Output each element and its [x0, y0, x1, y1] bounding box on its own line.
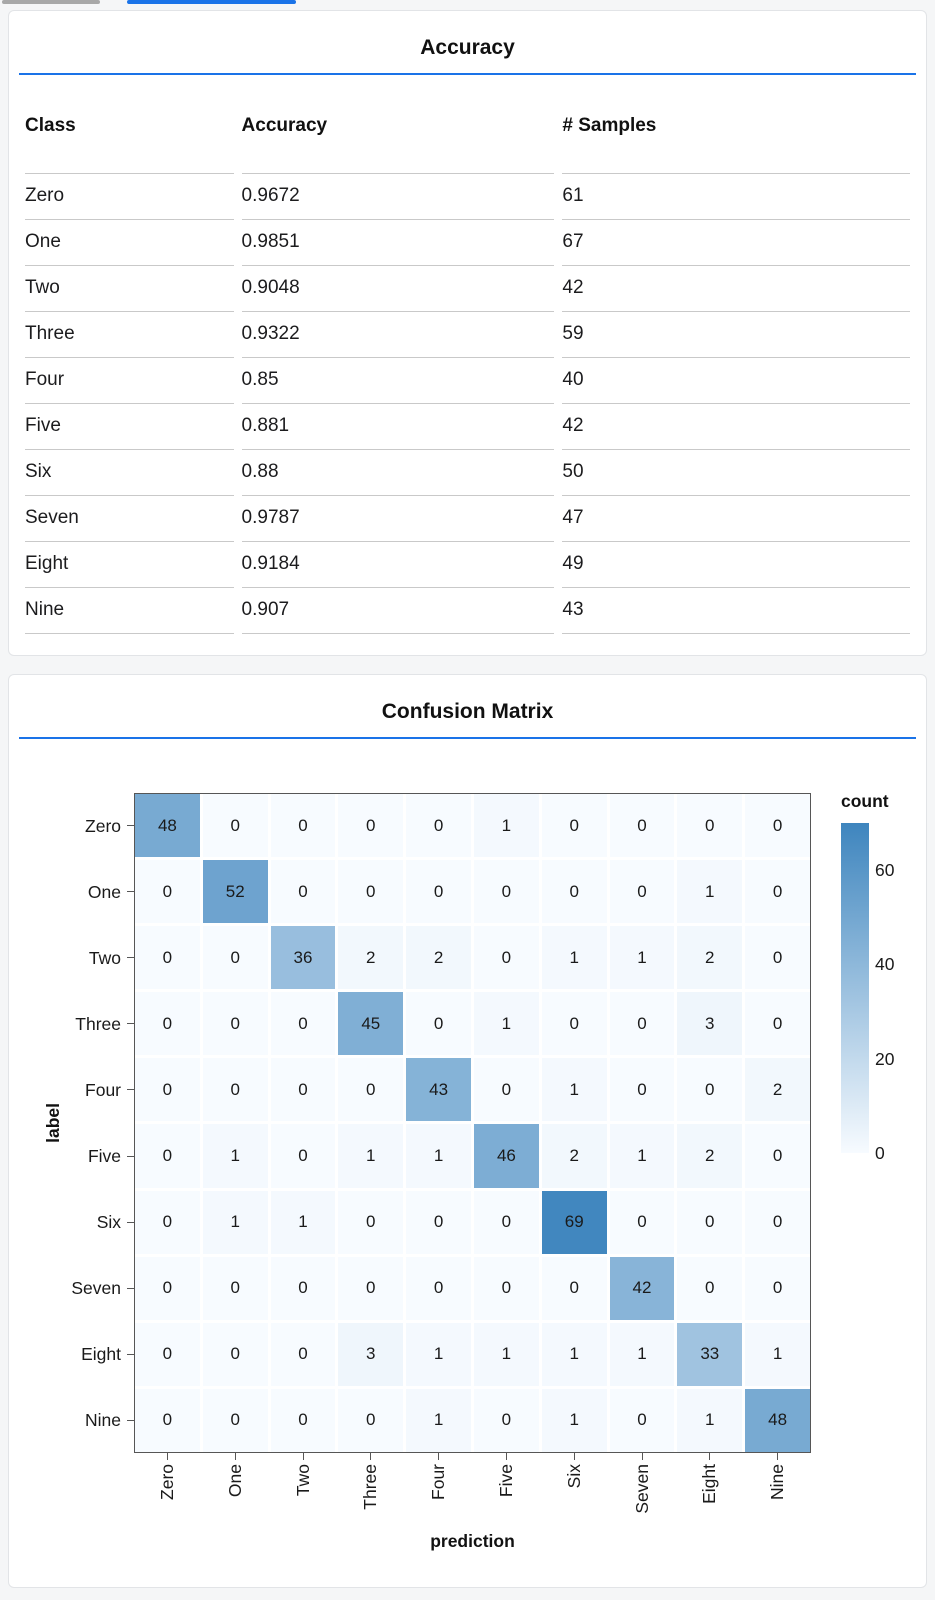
matrix-cell: 0 — [203, 1257, 268, 1320]
samples-cell: 59 — [562, 311, 910, 357]
matrix-cell: 0 — [135, 1323, 200, 1386]
matrix-cell: 36 — [271, 926, 336, 989]
matrix-cell: 0 — [474, 1257, 539, 1320]
matrix-cell: 1 — [338, 1124, 403, 1187]
matrix-cell: 0 — [542, 992, 607, 1055]
matrix-cell: 42 — [610, 1257, 675, 1320]
table-row — [25, 449, 910, 495]
matrix-cell: 0 — [203, 794, 268, 857]
x-axis-title: prediction — [430, 1531, 515, 1551]
y-axis-tick — [127, 1420, 134, 1421]
y-tick-label: One — [87, 881, 121, 902]
matrix-cell: 0 — [745, 794, 810, 857]
matrix-cell: 1 — [677, 1389, 742, 1452]
x-tick-label: Five — [495, 1464, 516, 1498]
x-tick-label: Two — [292, 1464, 313, 1497]
accuracy-cell: 0.85 — [242, 357, 555, 403]
matrix-cell: 1 — [677, 860, 742, 923]
samples-cell: 40 — [562, 357, 910, 403]
accuracy-card — [8, 10, 927, 656]
class-cell: Zero — [25, 173, 234, 219]
matrix-cell: 0 — [135, 1389, 200, 1452]
matrix-cell: 0 — [745, 860, 810, 923]
matrix-cell: 0 — [135, 992, 200, 1055]
samples-cell: 67 — [562, 219, 910, 265]
matrix-cell: 1 — [610, 1124, 675, 1187]
x-tick-label: Nine — [767, 1464, 788, 1500]
x-tick-label: Four — [428, 1464, 449, 1500]
matrix-cell: 3 — [338, 1323, 403, 1386]
matrix-cell: 0 — [203, 992, 268, 1055]
table-row — [25, 587, 910, 634]
samples-cell: 61 — [562, 173, 910, 219]
matrix-cell: 0 — [474, 860, 539, 923]
legend-tick-label: 20 — [875, 1048, 895, 1069]
matrix-cell: 1 — [203, 1191, 268, 1254]
table-row — [25, 495, 910, 541]
matrix-cell: 0 — [677, 1257, 742, 1320]
matrix-cell: 2 — [542, 1124, 607, 1187]
x-tick-label: Eight — [699, 1464, 720, 1504]
matrix-cell: 0 — [474, 1389, 539, 1452]
class-cell: One — [25, 219, 234, 265]
y-tick-label: Three — [75, 1013, 121, 1034]
x-axis-tick — [574, 1453, 575, 1460]
y-axis-tick — [127, 1156, 134, 1157]
matrix-cell: 0 — [677, 1191, 742, 1254]
x-tick-label: Seven — [631, 1464, 652, 1514]
matrix-cell: 0 — [745, 1191, 810, 1254]
matrix-cell: 0 — [338, 1058, 403, 1121]
samples-cell: 43 — [562, 587, 910, 634]
accuracy-cell: 0.9184 — [242, 541, 555, 587]
matrix-cell: 0 — [610, 794, 675, 857]
column-header-samples: # Samples — [562, 115, 657, 136]
accuracy-title-divider — [19, 73, 916, 75]
legend-title: count — [841, 791, 889, 811]
class-cell: Six — [25, 449, 234, 495]
y-axis-tick — [127, 1089, 134, 1090]
accuracy-cell: 0.9322 — [242, 311, 555, 357]
samples-cell: 42 — [562, 265, 910, 311]
confusion-title-divider — [19, 737, 916, 739]
x-tick-label: Three — [360, 1464, 381, 1510]
y-tick-label: Six — [96, 1212, 121, 1233]
matrix-cell: 0 — [610, 1191, 675, 1254]
y-tick-label: Two — [88, 947, 121, 968]
class-cell: Eight — [25, 541, 234, 587]
x-axis-tick — [167, 1453, 168, 1460]
x-axis-tick — [303, 1453, 304, 1460]
y-axis-tick — [127, 825, 134, 826]
matrix-cell: 2 — [745, 1058, 810, 1121]
matrix-cell: 0 — [745, 926, 810, 989]
matrix-cell: 2 — [677, 1124, 742, 1187]
y-axis-tick — [127, 1222, 134, 1223]
table-row — [25, 173, 910, 219]
matrix-cell: 1 — [542, 1389, 607, 1452]
matrix-cell: 0 — [338, 860, 403, 923]
matrix-cell: 3 — [677, 992, 742, 1055]
accuracy-cell: 0.9048 — [242, 265, 555, 311]
x-axis-tick — [642, 1453, 643, 1460]
matrix-cell: 0 — [271, 1124, 336, 1187]
matrix-cell: 0 — [677, 794, 742, 857]
matrix-cell: 1 — [406, 1323, 471, 1386]
samples-cell: 47 — [562, 495, 910, 541]
matrix-cell: 0 — [745, 992, 810, 1055]
legend-color-bar — [841, 823, 869, 1153]
matrix-cell: 0 — [135, 1124, 200, 1187]
matrix-cell: 0 — [271, 1389, 336, 1452]
y-tick-label: Eight — [81, 1344, 121, 1365]
accuracy-table — [17, 95, 918, 634]
matrix-cell: 0 — [542, 794, 607, 857]
y-tick-label: Four — [85, 1079, 121, 1100]
y-tick-label: Seven — [71, 1278, 121, 1299]
accuracy-cell: 0.9787 — [242, 495, 555, 541]
matrix-cell: 0 — [406, 992, 471, 1055]
matrix-cell: 0 — [406, 860, 471, 923]
matrix-cell: 0 — [271, 1058, 336, 1121]
matrix-cell: 69 — [542, 1191, 607, 1254]
y-axis-tick — [127, 1354, 134, 1355]
y-axis-tick — [127, 891, 134, 892]
matrix-cell: 0 — [338, 1257, 403, 1320]
matrix-cell: 0 — [542, 1257, 607, 1320]
matrix-cell: 1 — [271, 1191, 336, 1254]
matrix-cell: 0 — [271, 860, 336, 923]
matrix-cell: 0 — [271, 1257, 336, 1320]
matrix-cell: 1 — [542, 1058, 607, 1121]
x-axis-tick — [438, 1453, 439, 1460]
matrix-cell: 33 — [677, 1323, 742, 1386]
matrix-cell: 0 — [610, 1389, 675, 1452]
x-axis-tick — [506, 1453, 507, 1460]
matrix-cell: 0 — [745, 1257, 810, 1320]
matrix-cell: 1 — [610, 1323, 675, 1386]
matrix-cell: 1 — [203, 1124, 268, 1187]
matrix-cell: 0 — [135, 926, 200, 989]
matrix-cell: 0 — [203, 1058, 268, 1121]
y-tick-label: Zero — [85, 815, 121, 836]
y-tick-label: Nine — [85, 1410, 121, 1431]
matrix-cell: 0 — [203, 926, 268, 989]
confusion-matrix-heatmap — [134, 793, 811, 1453]
table-row — [25, 311, 910, 357]
x-tick-label: Zero — [156, 1464, 177, 1500]
matrix-cell: 0 — [203, 1389, 268, 1452]
matrix-cell: 0 — [610, 1058, 675, 1121]
accuracy-cell: 0.88 — [242, 449, 555, 495]
matrix-cell: 0 — [271, 992, 336, 1055]
matrix-cell: 0 — [406, 1191, 471, 1254]
matrix-cell: 48 — [745, 1389, 810, 1452]
samples-cell: 50 — [562, 449, 910, 495]
matrix-cell: 0 — [542, 860, 607, 923]
class-cell: Two — [25, 265, 234, 311]
tab-indicator-active[interactable] — [127, 0, 296, 4]
matrix-cell: 0 — [610, 992, 675, 1055]
matrix-cell: 46 — [474, 1124, 539, 1187]
matrix-cell: 0 — [474, 926, 539, 989]
matrix-cell: 52 — [203, 860, 268, 923]
matrix-cell: 1 — [542, 1323, 607, 1386]
accuracy-table-header-row — [25, 95, 910, 173]
matrix-cell: 0 — [135, 1058, 200, 1121]
column-header-class: Class — [25, 115, 76, 136]
y-axis-tick — [127, 957, 134, 958]
matrix-cell: 0 — [271, 1323, 336, 1386]
matrix-cell: 1 — [474, 992, 539, 1055]
x-tick-label: One — [224, 1464, 245, 1498]
matrix-cell: 0 — [271, 794, 336, 857]
accuracy-cell: 0.9851 — [242, 219, 555, 265]
x-axis-tick — [709, 1453, 710, 1460]
matrix-cell: 1 — [474, 794, 539, 857]
matrix-cell: 1 — [610, 926, 675, 989]
confusion-matrix-card — [8, 674, 927, 1588]
table-row — [25, 265, 910, 311]
table-row — [25, 219, 910, 265]
x-axis-tick — [235, 1453, 236, 1460]
accuracy-cell: 0.881 — [242, 403, 555, 449]
matrix-cell: 0 — [135, 1257, 200, 1320]
matrix-cell: 0 — [135, 1191, 200, 1254]
table-row — [25, 541, 910, 587]
matrix-cell: 1 — [474, 1323, 539, 1386]
legend-tick-label: 40 — [875, 954, 895, 975]
accuracy-cell: 0.9672 — [242, 173, 555, 219]
matrix-cell: 48 — [135, 794, 200, 857]
matrix-cell: 0 — [677, 1058, 742, 1121]
matrix-cell: 0 — [338, 1191, 403, 1254]
matrix-cell: 1 — [406, 1389, 471, 1452]
tab-indicator-inactive[interactable] — [2, 0, 100, 4]
legend-tick-label: 0 — [875, 1143, 885, 1163]
samples-cell: 42 — [562, 403, 910, 449]
matrix-cell: 45 — [338, 992, 403, 1055]
accuracy-cell: 0.907 — [242, 587, 555, 634]
matrix-cell: 1 — [542, 926, 607, 989]
class-cell: Seven — [25, 495, 234, 541]
matrix-cell: 0 — [406, 794, 471, 857]
matrix-cell: 0 — [745, 1124, 810, 1187]
class-cell: Five — [25, 403, 234, 449]
matrix-cell: 0 — [474, 1191, 539, 1254]
matrix-cell: 0 — [406, 1257, 471, 1320]
samples-cell: 49 — [562, 541, 910, 587]
matrix-cell: 0 — [338, 1389, 403, 1452]
class-cell: Four — [25, 357, 234, 403]
table-row — [25, 403, 910, 449]
matrix-cell: 2 — [677, 926, 742, 989]
column-header-accuracy: Accuracy — [241, 115, 328, 136]
matrix-cell: 0 — [203, 1323, 268, 1386]
x-tick-label: Six — [563, 1464, 584, 1489]
class-cell: Nine — [25, 587, 234, 634]
legend-tick-label: 60 — [875, 860, 895, 881]
x-axis-tick — [777, 1453, 778, 1460]
matrix-cell: 0 — [135, 860, 200, 923]
y-axis-tick — [127, 1288, 134, 1289]
table-row — [25, 357, 910, 403]
matrix-cell: 43 — [406, 1058, 471, 1121]
matrix-cell: 2 — [338, 926, 403, 989]
matrix-cell: 0 — [610, 860, 675, 923]
confusion-card-title: Confusion Matrix — [381, 700, 554, 723]
y-tick-label: Five — [87, 1146, 121, 1167]
x-axis-tick — [370, 1453, 371, 1460]
class-cell: Three — [25, 311, 234, 357]
accuracy-card-title: Accuracy — [420, 36, 515, 59]
matrix-cell: 2 — [406, 926, 471, 989]
matrix-cell: 0 — [338, 794, 403, 857]
y-axis-tick — [127, 1023, 134, 1024]
y-axis-title: label — [43, 1103, 63, 1143]
matrix-cell: 0 — [474, 1058, 539, 1121]
matrix-cell: 1 — [745, 1323, 810, 1386]
matrix-cell: 1 — [406, 1124, 471, 1187]
